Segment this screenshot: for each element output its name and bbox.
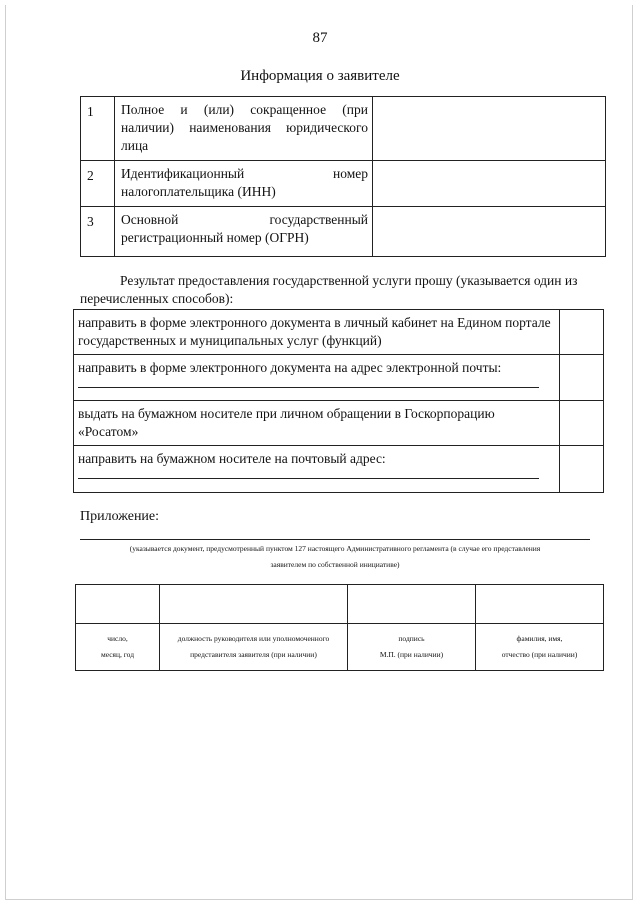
attachment-note-line: заявителем по собственной инициативе) [270, 560, 400, 569]
caption-signature [348, 624, 476, 671]
row-label-full-name: Полное и (или) сокращенное (при наличии) наименования юридического лица [115, 97, 373, 161]
table-row [81, 97, 606, 161]
option-row [74, 401, 604, 446]
result-intro-line: Результат предоставления государственной услуги прошу (указывается один из [120, 273, 578, 288]
postal-address-line[interactable] [78, 468, 539, 479]
applicant-info-table [80, 96, 606, 257]
row-number: 2 [81, 161, 115, 207]
attachment-line[interactable] [80, 539, 590, 540]
caption-line: отчество (при наличии) [501, 650, 578, 659]
table-row [81, 207, 606, 257]
inn-value-field[interactable] [373, 161, 606, 207]
caption-full-name [476, 624, 604, 671]
caption-line: месяц, год [100, 650, 135, 659]
option-checkbox-email[interactable] [560, 355, 604, 401]
table-row [81, 161, 606, 207]
option-row [74, 446, 604, 493]
option-checkbox-postal[interactable] [560, 446, 604, 493]
attachment-note-line: (указывается документ, предусмотренный пунктом 127 настоящего Административного регламента (в случае его представления [129, 544, 541, 553]
row-label-line: регистрационный номер (ОГРН) [121, 230, 309, 245]
row-number: 1 [81, 97, 115, 161]
signature-blank-row [76, 585, 604, 624]
caption-line: фамилия, имя, [516, 634, 563, 643]
row-number: 3 [81, 207, 115, 257]
page-number: 87 [312, 30, 328, 46]
row-label-ogrn [115, 207, 373, 257]
full-name-value-field[interactable] [373, 97, 606, 161]
caption-line: представителя заявителя (при наличии) [190, 650, 317, 659]
ogrn-value-field[interactable] [373, 207, 606, 257]
date-field[interactable] [76, 585, 160, 624]
option-postal [74, 446, 560, 493]
page-title: Информация о заявителе [240, 68, 400, 84]
attachment-note [80, 541, 590, 573]
signature-table [75, 584, 604, 671]
option-checkbox-portal[interactable] [560, 310, 604, 355]
result-intro [80, 272, 604, 308]
caption-date [76, 624, 160, 671]
caption-position [160, 624, 348, 671]
email-address-line[interactable] [78, 377, 539, 388]
caption-line: подпись [398, 634, 425, 643]
full-name-field[interactable] [476, 585, 604, 624]
option-text-postal: направить на бумажном носителе на почтовый адрес: [78, 451, 386, 466]
position-field[interactable] [160, 585, 348, 624]
delivery-options-table [73, 309, 604, 493]
row-label-line: налогоплательщика (ИНН) [121, 184, 276, 199]
caption-line: М.П. (при наличии) [379, 650, 444, 659]
signature-field[interactable] [348, 585, 476, 624]
result-intro-line: перечисленных способов): [80, 291, 234, 306]
row-label-line: Основной государственный [121, 212, 368, 227]
row-label-line: Идентификационный номер [121, 166, 368, 181]
option-text-portal: направить в форме электронного документа в личный кабинет на Едином портале государственных и муниципальных услуг (функций) [74, 310, 560, 355]
attachment-label: Приложение: [80, 509, 160, 524]
row-label-inn [115, 161, 373, 207]
option-text-email: направить в форме электронного документа на адрес электронной почты: [78, 360, 502, 375]
option-row [74, 310, 604, 355]
option-email [74, 355, 560, 401]
caption-line: число, [107, 634, 128, 643]
option-text-in-person: выдать на бумажном носителе при личном обращении в Госкорпорацию «Росатом» [74, 401, 560, 446]
caption-line: должность руководителя или уполномоченного [177, 634, 330, 643]
option-row [74, 355, 604, 401]
option-checkbox-in-person[interactable] [560, 401, 604, 446]
signature-caption-row [76, 624, 604, 671]
